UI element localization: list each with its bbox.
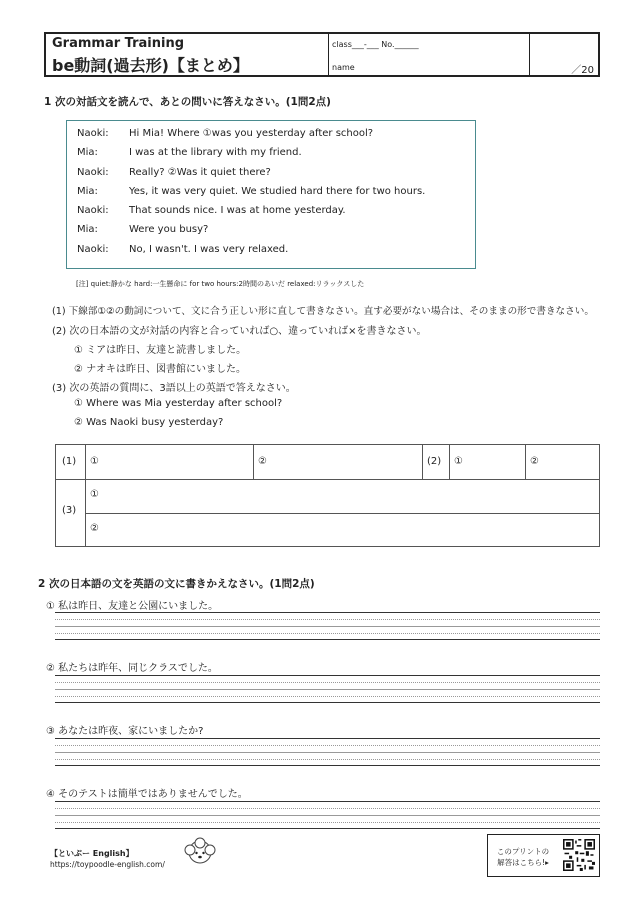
dialogue-line bbox=[77, 128, 373, 139]
line-text: Hi Mia! Where ①was you yesterday after school? bbox=[129, 128, 374, 139]
translation-item-2: ② 私たちは昨年、同じクラスでした。 bbox=[46, 663, 218, 674]
title-japanese: be動詞(過去形)【まとめ】 bbox=[52, 56, 249, 75]
answer-qr-box[interactable] bbox=[487, 834, 600, 877]
line-text: Were you busy? bbox=[129, 224, 209, 235]
speaker: Mia: bbox=[77, 224, 98, 235]
qr-caption-line-2: 解答はこちら!▸ bbox=[497, 858, 549, 867]
dialogue-line bbox=[77, 147, 302, 158]
question-3-item-2: ② Was Naoki busy yesterday? bbox=[74, 417, 224, 428]
title-cell bbox=[46, 34, 329, 75]
qr-caption-line-1: このプリントの bbox=[496, 847, 550, 856]
question-3-item-1: ① Where was Mia yesterday after school? bbox=[74, 398, 283, 409]
question-1: (1) 下線部①②の動詞について、文に合う正しい形に直して書きなさい。直す必要がない場合は、そのままの形で書きなさい。 bbox=[52, 306, 594, 317]
speaker: Naoki: bbox=[77, 205, 109, 216]
writing-lines-3[interactable] bbox=[55, 738, 600, 766]
dialogue-line bbox=[77, 224, 208, 235]
answer-cell-3-2[interactable]: ② bbox=[90, 523, 99, 534]
line-text: Really? ②Was it quiet there? bbox=[129, 167, 271, 178]
answer-label-2: (2) bbox=[427, 456, 442, 467]
brand-name: 【といぷー English】 bbox=[50, 849, 134, 858]
qr-caption bbox=[493, 846, 553, 868]
vocabulary-note: [注] quiet:静かな hard:一生懸命に for two hours:2時間のあいだ relaxed:リラックスした bbox=[76, 280, 365, 288]
dialogue-line bbox=[77, 205, 346, 216]
score-field: ／20 bbox=[571, 65, 594, 76]
question-2-item-1: ① ミアは昨日、友達と読書しました。 bbox=[74, 345, 247, 356]
answer-cell-3-1[interactable]: ① bbox=[90, 489, 99, 500]
translation-item-1: ① 私は昨日、友達と公園にいました。 bbox=[46, 601, 219, 612]
line-text: Yes, it was very quiet. We studied hard there for two hours. bbox=[129, 186, 426, 197]
translation-item-3: ③ あなたは昨夜、家にいましたか? bbox=[46, 726, 204, 737]
answer-cell-1-1[interactable]: ① bbox=[90, 456, 99, 467]
brand-url[interactable]: https://toypoodle-english.com/ bbox=[50, 860, 165, 869]
line-text: I was at the library with my friend. bbox=[129, 147, 302, 158]
title-english: Grammar Training bbox=[52, 36, 185, 51]
dialogue-line bbox=[77, 186, 425, 197]
dialogue-line bbox=[77, 167, 271, 178]
answer-cell-2-1[interactable]: ① bbox=[454, 456, 463, 467]
answer-cell-1-2[interactable]: ② bbox=[258, 456, 267, 467]
section2-heading: 2 次の日本語の文を英語の文に書きかえなさい。(1問2点) bbox=[38, 578, 315, 590]
line-text: That sounds nice. I was at home yesterday. bbox=[129, 205, 346, 216]
question-2: (2) 次の日本語の文が対話の内容と合っていれば○、違っていれば×を書きなさい。 bbox=[52, 326, 427, 337]
speaker: Naoki: bbox=[77, 128, 109, 139]
writing-lines-4[interactable] bbox=[55, 801, 600, 829]
speaker: Naoki: bbox=[77, 244, 109, 255]
dialogue-line bbox=[77, 244, 288, 255]
question-2-item-2: ② ナオキは昨日、図書館にいました。 bbox=[74, 364, 246, 375]
speaker: Naoki: bbox=[77, 167, 109, 178]
speaker: Mia: bbox=[77, 147, 98, 158]
poodle-mascot-icon bbox=[180, 836, 220, 870]
writing-lines-2[interactable] bbox=[55, 675, 600, 703]
answer-cell-2-2[interactable]: ② bbox=[530, 456, 539, 467]
line-text: No, I wasn't. I was very relaxed. bbox=[129, 244, 289, 255]
speaker: Mia: bbox=[77, 186, 98, 197]
section1-heading: 1 次の対話文を読んで、あとの問いに答えなさい。(1問2点) bbox=[44, 96, 331, 108]
worksheet-header bbox=[44, 32, 600, 77]
answer-label-1: (1) bbox=[62, 456, 77, 467]
question-3: (3) 次の英語の質問に、3語以上の英語で答えなさい。 bbox=[52, 383, 296, 394]
translation-item-4: ④ そのテストは簡単ではありませんでした。 bbox=[46, 789, 248, 800]
class-number-field: class___-___ No.______ bbox=[332, 40, 419, 49]
name-field: name bbox=[332, 63, 355, 72]
qr-code-icon[interactable] bbox=[563, 839, 595, 871]
answer-label-3: (3) bbox=[62, 505, 77, 516]
student-info-cell bbox=[328, 34, 530, 75]
answer-table bbox=[55, 444, 600, 547]
dialogue-box bbox=[66, 120, 476, 269]
writing-lines-1[interactable] bbox=[55, 612, 600, 640]
